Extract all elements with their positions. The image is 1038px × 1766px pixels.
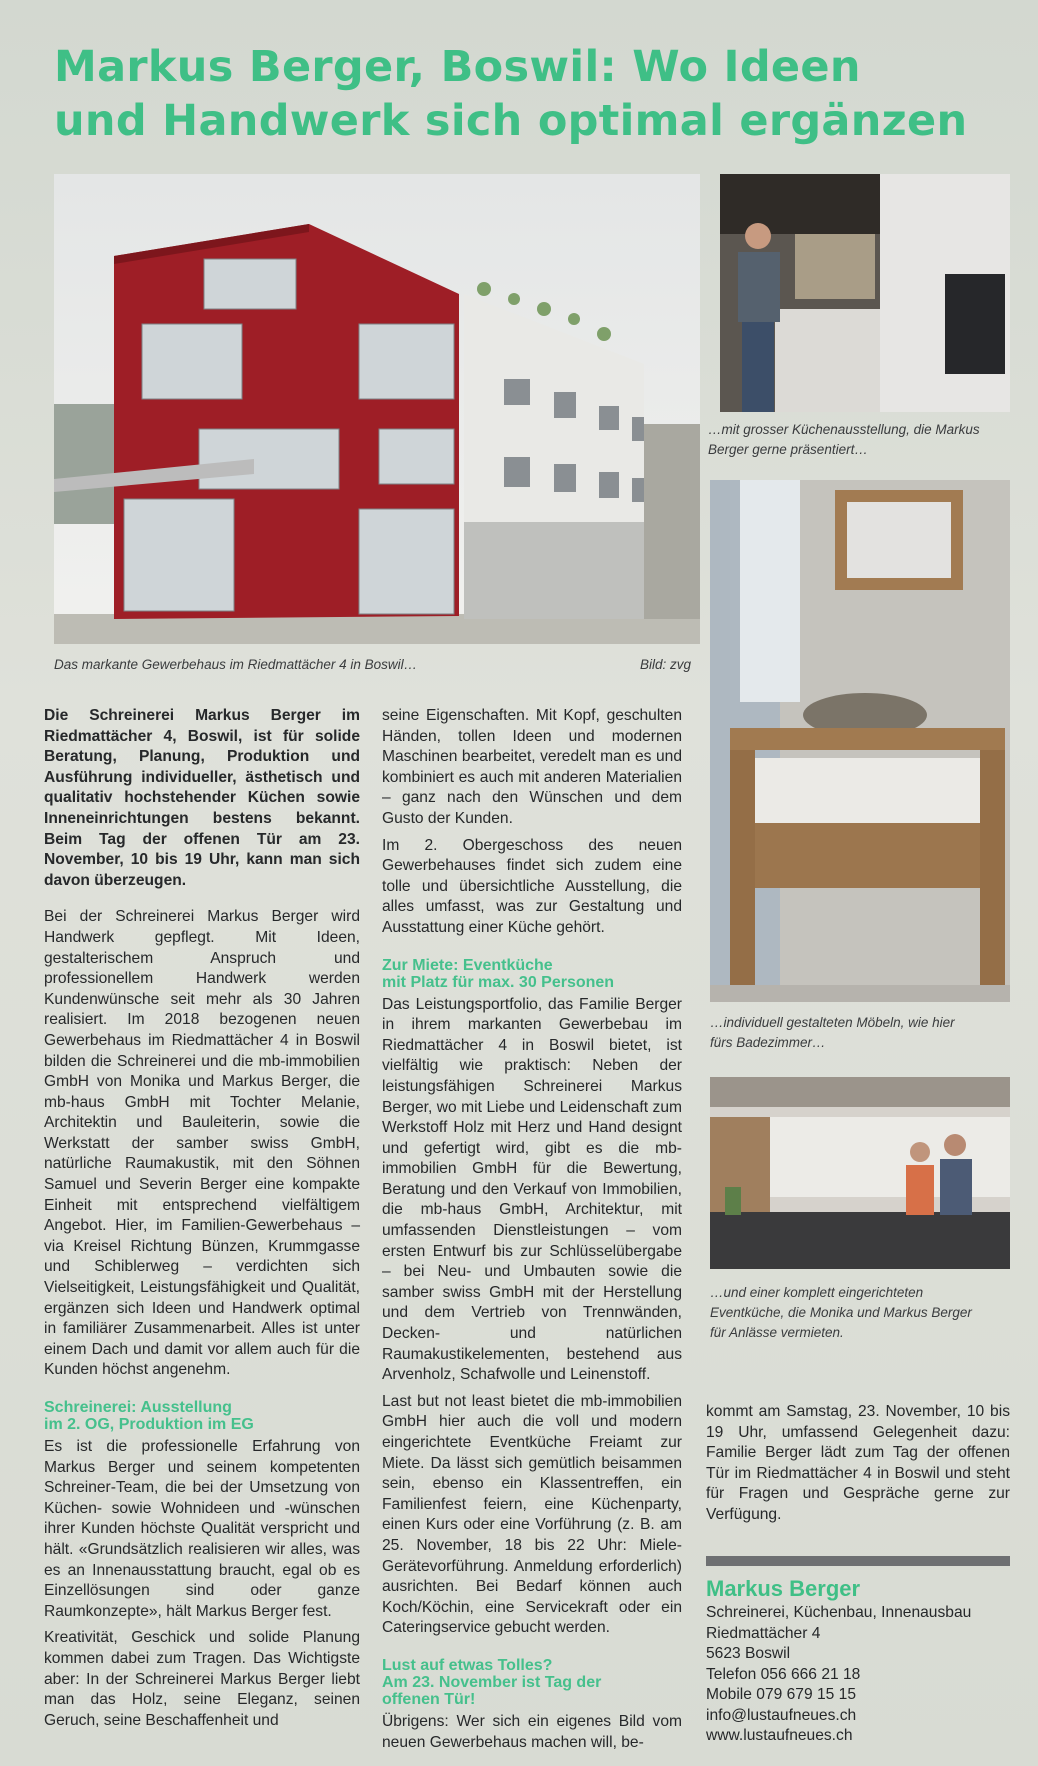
kitchen-photo [720,174,1010,412]
event-kitchen-caption [710,1283,1010,1343]
paragraph: Last but not least bietet die mb-immobilien GmbH hier auch die voll und modern eingerichtete Eventküche Freiamt zur Miete. Da lässt sich gemütlich beisammen sein, ebenso ein Klassentreffen, ein Familienfest feiern, eine Küchenparty, einen Kurs oder eine Vorführung (z. B. am 25. November, 18 bis 22 Uhr: Miele-Gerätevorführung. Anmeldung erforderlich) ausrichten. Bei Bedarf können auch Koch/Köchin, eine Servicekraft oder ein Cateringservice gebucht werden. [382,1392,682,1637]
contact-line-trades: Schreinerei, Küchenbau, Innenausbau [706,1604,972,1621]
article-column-2 [382,706,682,1759]
event-kitchen-photo [710,1077,1010,1269]
subheading-line: mit Platz für max. 30 Personen [382,973,615,991]
bathroom-caption [710,1013,1010,1053]
kitchen-caption-line-2: Berger gerne präsentiert… [708,442,868,457]
photo-credit: Bild: zvg [640,657,692,672]
headline [54,40,994,148]
paragraph: Es ist die professionelle Erfahrung von Markus Berger und seinem kompetenten Schreiner-Team, die bei der Umsetzung von Küchen- sowie Wohnideen und -wünschen ihrer Kunden höchste Qualität verspricht und hält. «Grundsätzlich realisieren wir alles, was es an Innenausstattung braucht, egal ob es Einzellösungen sind oder ganze Raumkonzepte», hält Markus Berger fest. [44,1438,360,1620]
contact-line-website: www.lustaufneues.ch [706,1727,853,1744]
paragraph: Kreativität, Geschick und solide Planung kommen dabei zum Tragen. Das Wichtigste aber: In der Schreinerei Markus Berger liebt man das Holz, seine Eleganz, seinen Geruch, seine Beschaffenheit und [44,1629,360,1729]
event-caption-line-1: …und einer komplett eingerichteten [710,1285,924,1300]
paragraph: kommt am Samstag, 23. November, 10 bis 19 Uhr, umfassend Gelegenheit dazu: Familie Berger lädt zum Tag der offenen Tür im Riedmattächer 4 in Boswil und steht für Fragen und Gespräche gerne zur Verfügung. [706,1403,1010,1523]
subheading-line: offenen Tür! [382,1690,476,1708]
building-photo [54,174,700,644]
contact-line-phone: Telefon 056 666 21 18 [706,1665,861,1683]
lead-paragraph: Die Schreinerei Markus Berger im Riedmattächer 4, Boswil, ist für solide Beratung, Planung, Produktion und Ausführung individueller, ästhetisch und qualitativ hochstehender Küchen sowie Inneneinrichtungen bestens bekannt. Beim Tag der offenen Tür am 23. November, 10 bis 19 Uhr, kann man sich davon überzeugen. [44,707,360,889]
article-column-1 [44,706,360,1737]
bathroom-caption-line-1: …individuell gestalteten Möbeln, wie hier [710,1015,955,1030]
bathroom-photo [710,480,1010,1002]
subheading-line: Zur Miete: Eventküche [382,956,553,974]
article-column-3 [706,1402,1010,1532]
kitchen-caption [708,420,1008,460]
contact-line-town: 5623 Boswil [706,1645,791,1662]
subheading-line: Am 23. November ist Tag der [382,1673,602,1691]
paragraph: Das Leistungsportfolio, das Familie Berger in ihrem markanten Gewerbebau im Riedmattächer 4 in Boswil bietet, ist vielfältig wie praktisch: Neben der leistungsfähigen Schreinerei Markus Berger, wo mit Liebe und Leidenschaft zum Werkstoff Holz mit Herz und Hand designt und gefertigt wird, gibt es die mb-immobilien GmbH für die Bewertung, Beratung und den Verkauf von Immobilien, die mb-haus GmbH, Architektur, mit umfassenden Dienstleistungen – vom ersten Entwurf bis zur Schlüsselübergabe – bei Neu- und Umbauten sowie die samber swiss GmbH mit der Herstellung und dem Vertrieb von Trennwänden, Decken- und natürlichen Raumakustikelementen, bestehend aus Arvenholz, Schafwolle und Leinenstoff. [382,995,682,1384]
paragraph: seine Eigenschaften. Mit Kopf, geschulten Händen, tollen Ideen und modernen Maschinen bearbeitet, veredelt man es und kombiniert es auch mit anderen Materialien – ganz nach den Wünschen und dem Gusto der Kunden. [382,707,682,827]
bathroom-caption-line-2: fürs Badezimmer… [710,1035,826,1050]
building-caption: Das markante Gewerbehaus im Riedmattächer 4 in Boswil… [54,657,418,672]
subheading-line: Schreinerei: Ausstellung [44,1399,232,1416]
paragraph: Übrigens: Wer sich ein eigenes Bild vom neuen Gewerbehaus machen will, be- [382,1712,682,1751]
subheading-line: im 2. OG, Produktion im EG [44,1416,254,1433]
event-caption-line-2: Eventküche, die Monika und Markus Berger [710,1305,972,1320]
contact-line-email: info@lustaufneues.ch [706,1706,857,1724]
paragraph: Im 2. Obergeschoss des neuen Gewerbehauses findet sich zudem eine tolle und übersichtliche Ausstellung, die alles umfasst, was zur Gestaltung und Ausstattung einer Küche gehört. [382,836,682,936]
kitchen-caption-line-1: …mit grosser Küchenausstellung, die Markus [708,422,980,437]
contact-box [706,1575,1010,1747]
contact-line-street: Riedmattächer 4 [706,1624,821,1642]
headline-line-1: Markus Berger, Boswil: Wo Ideen [54,42,861,92]
subheading-ausstellung [44,1399,360,1433]
subheading-line: Lust auf etwas Tolles? [382,1656,553,1674]
subheading-tag-der-offenen-tuer [382,1657,682,1708]
contact-line-mobile: Mobile 079 679 15 15 [706,1686,856,1703]
event-caption-line-3: für Anlässe vermieten. [710,1325,844,1340]
contact-name: Markus Berger [706,1576,861,1601]
headline-line-2: und Handwerk sich optimal ergänzen [54,96,968,146]
contact-divider [706,1556,1010,1566]
paragraph: Bei der Schreinerei Markus Berger wird Handwerk gepflegt. Mit Ideen, gestalterischem Anspruch und professionellem Handwerk werden Kundenwünsche seit mehr als 30 Jahren realisiert. Im 2018 bezogenen neuen Gewerbehaus im Riedmattächer 4 in Boswil bilden die Schreinerei und die mb-immobilien GmbH von Monika und Markus Berger, die mb-haus GmbH mit Tochter Melanie, Architektin und Bauleiterin, sowie die Werkstatt der samber swiss GmbH, natürliche Raumakustik, mit den Söhnen Samuel und Severin Berger eine kompakte Einheit mit entsprechend vielfältigem Angebot. Hier, im Familien-Gewerbehaus – via Kreisel Richtung Bünzen, Krummgasse und Schiblerweg – verdichten sich Vielseitigkeit, Leistungsfähigkeit und Qualität, ergänzen sich Ideen und Handwerk optimal in familiärer Zusammenarbeit. Alles ist unter einem Dach und damit vor allem auch für die Kunden höchst angenehm. [44,908,360,1379]
subheading-eventkueche [382,957,682,991]
